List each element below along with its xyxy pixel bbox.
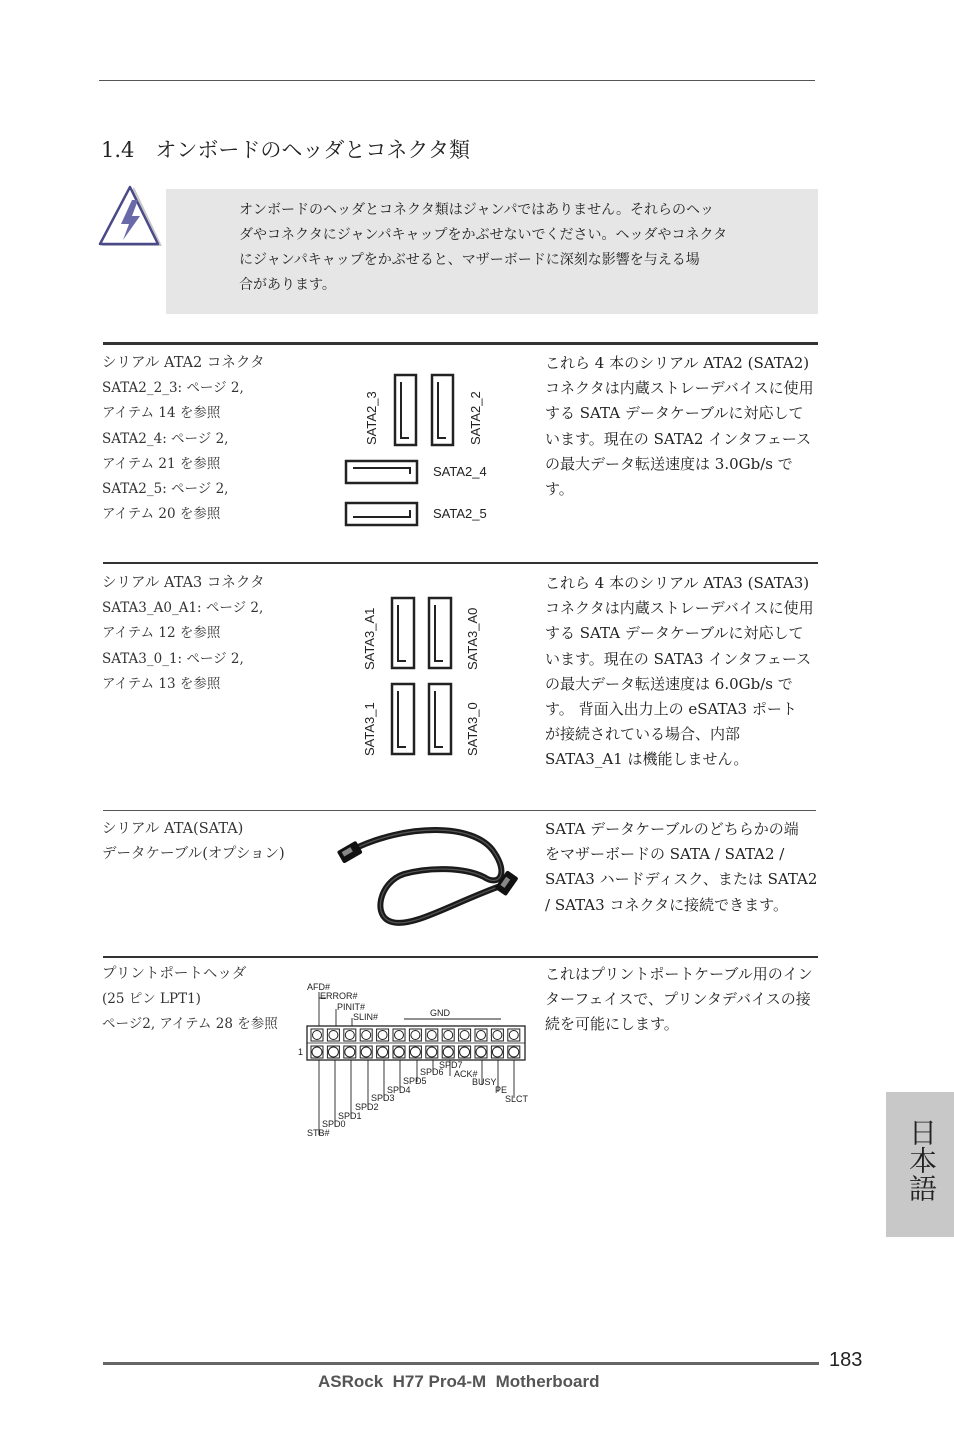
lpt-pin [312, 1047, 322, 1057]
sata2-5-label: SATA2_5 [433, 506, 487, 521]
lpt-pin [361, 1047, 371, 1057]
sata2-desc-5: の最大データ転送速度は 3.0Gb/s で [545, 454, 793, 473]
sata3-1-connector [392, 684, 414, 754]
sata3-description [545, 571, 820, 773]
lpt-label-busy: BUSY [472, 1077, 497, 1087]
lpt-label-spd6: SPD6 [420, 1067, 444, 1077]
section-rule-thick [103, 342, 818, 345]
lpt-label-spd1: SPD1 [338, 1111, 362, 1121]
lpt-pin-frame [426, 1046, 438, 1058]
sata2-ref-5: SATA2_5: ページ 2, [102, 481, 229, 498]
sata3-desc-1: これら 4 本のシリアル ATA3 (SATA3) [545, 574, 810, 592]
lpt-label-spd4: SPD4 [387, 1085, 411, 1095]
sata2-2-label: SATA2_2 [468, 391, 483, 445]
sata-cable-image [334, 822, 524, 930]
lpt-pin [378, 1031, 387, 1040]
lpt-pin [460, 1031, 469, 1040]
caution-line-1: オンボードのヘッダとコネクタ類はジャンパではありません。それらのヘッ [239, 202, 715, 218]
language-side-tab [886, 1092, 954, 1237]
lpt-label-spd5: SPD5 [403, 1076, 427, 1086]
lpt-pin-frame [360, 1046, 372, 1058]
sata3-desc-4: います。現在の SATA3 インタフェース [545, 649, 812, 668]
lpt-pin [410, 1047, 420, 1057]
sata2-4-connector [346, 461, 417, 483]
sata2-connector-diagram [340, 370, 510, 532]
lpt-pin [493, 1031, 502, 1040]
lpt-pin-one-label: 1 [298, 1047, 304, 1057]
lpt-pin [378, 1047, 388, 1057]
lpt-label-spd7: SPD7 [439, 1060, 463, 1070]
lpt-pin-frame [459, 1046, 471, 1058]
lpt-pin [477, 1031, 486, 1040]
lpt-pin [345, 1047, 355, 1057]
sata3-desc-7: が接続されている場合、内部 [545, 725, 741, 744]
lpt-pin [476, 1047, 486, 1057]
language-tab-label: 日本語 [905, 1118, 938, 1202]
sata3-desc-5: の最大データ転送速度は 6.0Gb/s で [545, 674, 793, 693]
cable-desc-3: SATA3 ハードディスク、または SATA2 [545, 870, 818, 889]
sata2-desc-6: す。 [545, 480, 574, 499]
lpt-title [102, 962, 278, 1038]
section-title: 1.4 オンボードのヘッダとコネクタ類 [101, 138, 470, 162]
sata2-2-connector [432, 375, 453, 445]
lpt-label-spd0: SPD0 [322, 1119, 346, 1129]
sata3-ref-1: SATA3_A0_A1: ページ 2, [102, 600, 264, 617]
cable-desc-4: / SATA3 コネクタに接続できます。 [545, 895, 788, 914]
lpt-desc-3: 続を可能にします。 [545, 1015, 679, 1034]
lpt-pin [427, 1031, 436, 1040]
cable-title-1: シリアル ATA(SATA) [102, 821, 244, 837]
lpt-label-spd3: SPD3 [371, 1093, 395, 1103]
caution-line-3: にジャンパキャップをかぶせると、マザーボードに深刻な影響を与える場 [239, 252, 700, 268]
sata3-connector-diagram [340, 590, 510, 760]
section-rule-4 [103, 956, 818, 958]
cable-desc-2: をマザーボードの SATA / SATA2 / [545, 845, 785, 864]
lpt-desc-1: これはプリントポートケーブル用のイン [545, 965, 813, 983]
sata2-desc-3: する SATA データケーブルに対応して [545, 404, 804, 423]
lpt-pin-frame [409, 1046, 421, 1058]
lpt-label-spd2: SPD2 [355, 1102, 379, 1112]
page-number: 183 [829, 1349, 863, 1371]
sata2-ref-2: アイテム 14 を参照 [102, 405, 221, 422]
sata2-refs [102, 351, 265, 527]
sata3-desc-8: SATA3_A1 は機能しません。 [545, 750, 749, 769]
lpt-pin-frame [311, 1046, 323, 1058]
lpt-label-gnd: GND [430, 1008, 450, 1018]
sata2-ref-1: SATA2_2_3: ページ 2, [102, 380, 244, 397]
lpt-label-ack: ACK# [454, 1069, 478, 1079]
lpt-label-error: ERROR# [320, 991, 358, 1001]
sata2-5-connector [346, 503, 417, 525]
lpt-title-2: (25 ピン LPT1) [102, 991, 201, 1008]
lpt-label-pe: PE [495, 1085, 508, 1095]
sata2-3-connector [395, 375, 416, 445]
lpt-pin-frame [442, 1046, 454, 1058]
sata3-a1-connector [392, 598, 414, 668]
lpt-pin [345, 1031, 354, 1040]
lpt-pins-top [311, 1046, 520, 1058]
lpt-pin [411, 1031, 420, 1040]
lpt-pin [509, 1031, 518, 1040]
lpt-pinout-diagram [296, 978, 532, 1140]
lpt-pin [328, 1047, 338, 1057]
caution-line-4: 合があります。 [239, 277, 336, 293]
sata3-desc-6: す。 背面入出力上の eSATA3 ポート [545, 700, 797, 719]
sata2-title: シリアル ATA2 コネクタ [102, 355, 265, 371]
sata2-desc-1: これら 4 本のシリアル ATA2 (SATA2) [545, 354, 810, 372]
lpt-label-stb: STB# [307, 1128, 330, 1138]
sata2-desc-2: コネクタは内蔵ストレーデバイスに使用 [545, 379, 814, 398]
sata3-0-label: SATA3_0 [465, 702, 480, 756]
sata3-ref-2: アイテム 12 を参照 [102, 625, 221, 642]
lpt-pins-bottom [311, 1029, 520, 1041]
cable-description [545, 817, 820, 918]
lpt-label-afd: AFD# [307, 982, 331, 992]
cable-title-2: データケーブル(オプション) [102, 846, 285, 863]
lpt-pin-frame [475, 1046, 487, 1058]
sata2-desc-4: います。現在の SATA2 インタフェース [545, 429, 812, 448]
lpt-pin-frame [508, 1046, 520, 1058]
footer-product-name: ASRock H77 Pro4-M Motherboard [318, 1372, 600, 1391]
lpt-pin [313, 1031, 322, 1040]
lpt-title-1: プリントポートヘッダ [102, 966, 247, 982]
sata3-1-label: SATA3_1 [362, 702, 377, 756]
sata3-a0-label: SATA3_A0 [465, 607, 480, 670]
lpt-pin [329, 1031, 338, 1040]
sata3-title: シリアル ATA3 コネクタ [102, 575, 265, 591]
sata3-ref-3: SATA3_0_1: ページ 2, [102, 650, 244, 667]
lpt-pin-frame [327, 1046, 339, 1058]
lpt-pin [460, 1047, 470, 1057]
lpt-pin-frame [393, 1046, 405, 1058]
lpt-title-3: ページ2, アイテム 28 を参照 [102, 1016, 278, 1033]
lpt-pin [362, 1031, 371, 1040]
sata2-4-label: SATA2_4 [433, 464, 487, 479]
warning-lightning-icon [96, 184, 166, 252]
sata3-a1-label: SATA3_A1 [362, 607, 377, 670]
sata2-3-label: SATA2_3 [364, 391, 379, 445]
caution-box [166, 189, 818, 314]
cable-desc-1: SATA データケーブルのどちらかの端 [545, 820, 799, 838]
lpt-pin [443, 1047, 453, 1057]
lpt-label-slct: SLCT [505, 1094, 529, 1104]
sata3-0-connector [429, 684, 451, 754]
sata3-desc-3: する SATA データケーブルに対応して [545, 624, 804, 643]
sata3-ref-4: アイテム 13 を参照 [102, 675, 221, 692]
section-rule-2 [103, 562, 818, 564]
sata2-description [545, 351, 820, 502]
lpt-pin [492, 1047, 502, 1057]
footer-rule [103, 1362, 819, 1365]
cable-title [102, 817, 285, 867]
lpt-pin-frame [491, 1046, 503, 1058]
lpt-pin [427, 1047, 437, 1057]
lpt-desc-2: ターフェイスで、プリンタデバイスの接 [545, 990, 811, 1009]
lpt-label-pinit: PINIT# [337, 1002, 366, 1012]
lpt-label-slin: SLIN# [353, 1012, 379, 1022]
top-rule [99, 80, 815, 81]
lpt-pin-frame [344, 1046, 356, 1058]
sata2-ref-3: SATA2_4: ページ 2, [102, 430, 229, 447]
sata3-refs [102, 571, 265, 697]
sata2-ref-6: アイテム 20 を参照 [102, 506, 221, 523]
lpt-pin-frame [377, 1046, 389, 1058]
section-rule-3 [103, 810, 816, 811]
caution-line-2: ダやコネクタにジャンパキャップをかぶせないでください。ヘッダやコネクタ [239, 227, 728, 243]
lpt-pin [444, 1031, 453, 1040]
sata3-desc-2: コネクタは内蔵ストレーデバイスに使用 [545, 599, 814, 618]
sata3-a0-connector [429, 598, 451, 668]
lpt-description [545, 962, 820, 1038]
lpt-pin [394, 1047, 404, 1057]
lpt-pin [395, 1031, 404, 1040]
lpt-pin [509, 1047, 519, 1057]
sata2-ref-4: アイテム 21 を参照 [102, 455, 221, 472]
